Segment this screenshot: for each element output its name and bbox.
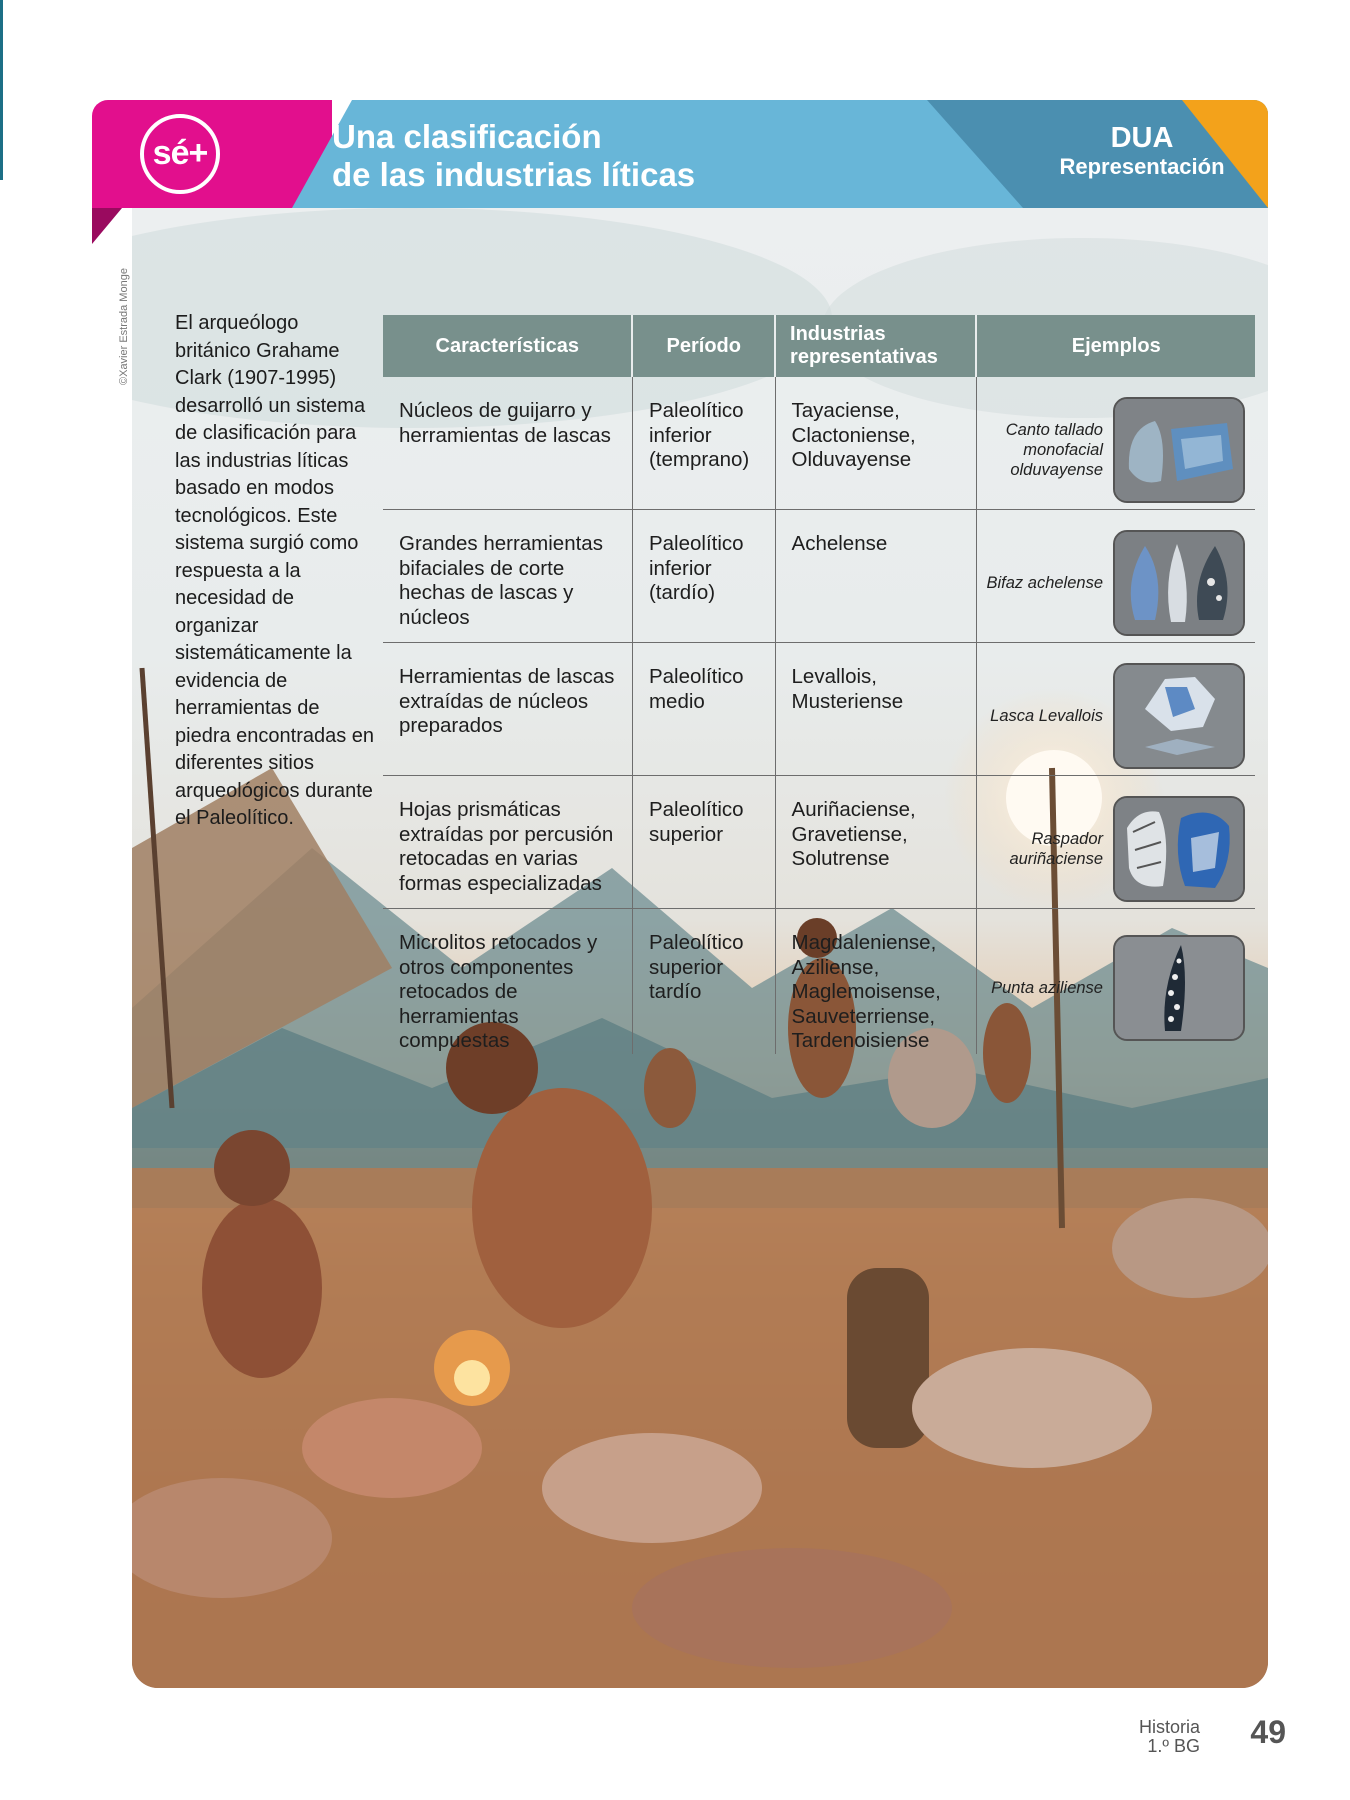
campfire-core <box>454 1360 490 1396</box>
table-row <box>383 776 1255 909</box>
rock-5 <box>1112 1198 1268 1298</box>
lithic-industries-table <box>383 315 1255 1054</box>
cell-industrias: Achelense <box>775 510 976 643</box>
example-label: Raspador auriñaciense <box>1009 830 1103 868</box>
cell-industrias: Tayaciense, Clactoniense, Olduvayense <box>775 377 976 510</box>
scraper-icon <box>1113 796 1245 902</box>
section-title <box>332 118 695 194</box>
cell-caracteristicas: Grandes herramientas bifaciales de corte hechas de lascas y núcleos <box>383 510 632 643</box>
cell-caracteristicas: Microlitos retocados y otros componentes retocados de herramientas compuestas <box>383 909 632 1054</box>
handaxe-icon <box>1113 530 1245 636</box>
cell-industrias: Auriñaciense, Gravetiense, Solutrense <box>775 776 976 909</box>
cell-ejemplo <box>976 510 1255 643</box>
cell-industrias: Magdaleniense, Aziliense, Maglemoisense, Sauveterriense, Tardenoisiense <box>775 909 976 1054</box>
figure-crouching <box>472 1088 652 1328</box>
header-industrias: Industrias representativas <box>775 315 976 377</box>
header-caracteristicas: Características <box>383 315 632 377</box>
example-label: Canto tallado monofacial olduvayense <box>1005 421 1103 479</box>
intro-paragraph: El arqueólogo británico Grahame Clark (1907-1995) desarrolló un sistema de clasificación para las industrias líticas basado en modos tecnológicos. Este sistema surgió como respuesta a la necesidad de organizar sistemáticamente la evidencia de herramientas de piedra encontradas en diferentes sitios arqueológicos durante el Paleolítico. <box>175 312 375 829</box>
cell-caracteristicas: Núcleos de guijarro y herramientas de lascas <box>383 377 632 510</box>
table-row <box>383 643 1255 776</box>
section-title-line1: Una clasificación <box>332 118 602 155</box>
rock-1 <box>302 1398 482 1498</box>
dua-badge-title: DUA <box>1110 122 1174 154</box>
point-icon <box>1113 935 1245 1041</box>
cell-ejemplo <box>976 776 1255 909</box>
section-title-line2: de las industrias líticas <box>332 156 696 193</box>
header-ejemplos: Ejemplos <box>976 315 1255 377</box>
cell-periodo: Paleolítico superior <box>632 776 775 909</box>
cell-periodo: Paleolítico superior tardío <box>632 909 775 1054</box>
figure-background-1 <box>644 1048 696 1128</box>
image-credit: ©Xavier Estrada Monge <box>118 268 130 385</box>
figure-seated-left-head <box>214 1130 290 1206</box>
table-row <box>383 510 1255 643</box>
footer-grade: 1.º BG <box>1147 1736 1200 1756</box>
table-row <box>383 909 1255 1054</box>
footer-subject <box>1139 1718 1200 1756</box>
cell-periodo: Paleolítico medio <box>632 643 775 776</box>
figure-seated-left <box>202 1198 322 1378</box>
table-header-row <box>383 315 1255 377</box>
cell-ejemplo <box>976 909 1255 1054</box>
cell-ejemplo <box>976 643 1255 776</box>
cell-periodo: Paleolítico inferior (temprano) <box>632 377 775 510</box>
page-number: 49 <box>1250 1714 1286 1750</box>
se-plus-logo: sé+ <box>140 114 220 194</box>
dua-badge <box>1032 122 1252 180</box>
dua-badge-subtitle: Representación <box>1059 154 1225 179</box>
banner-ribbon-fold <box>92 208 122 244</box>
cell-periodo: Paleolítico inferior (tardío) <box>632 510 775 643</box>
rock-6 <box>632 1548 952 1668</box>
cell-ejemplo <box>976 377 1255 510</box>
example-label: Bifaz achelense <box>986 574 1103 592</box>
table-row <box>383 377 1255 510</box>
levallois-flake-icon <box>1113 663 1245 769</box>
example-label: Punta aziliense <box>991 979 1103 998</box>
example-label: Lasca Levallois <box>990 707 1103 725</box>
pebble-tool-icon <box>1113 397 1245 503</box>
header-periodo: Período <box>632 315 775 377</box>
rock-4 <box>912 1348 1152 1468</box>
page-edge-bar <box>0 0 3 180</box>
rock-2 <box>542 1433 762 1543</box>
cell-caracteristicas: Herramientas de lascas extraídas de núcleos preparados <box>383 643 632 776</box>
cell-industrias: Levallois, Musteriense <box>775 643 976 776</box>
footer-subject-name: Historia <box>1138 1717 1200 1737</box>
cell-caracteristicas: Hojas prismáticas extraídas por percusión retocadas en varias formas especializadas <box>383 776 632 909</box>
section-banner <box>92 100 1268 208</box>
